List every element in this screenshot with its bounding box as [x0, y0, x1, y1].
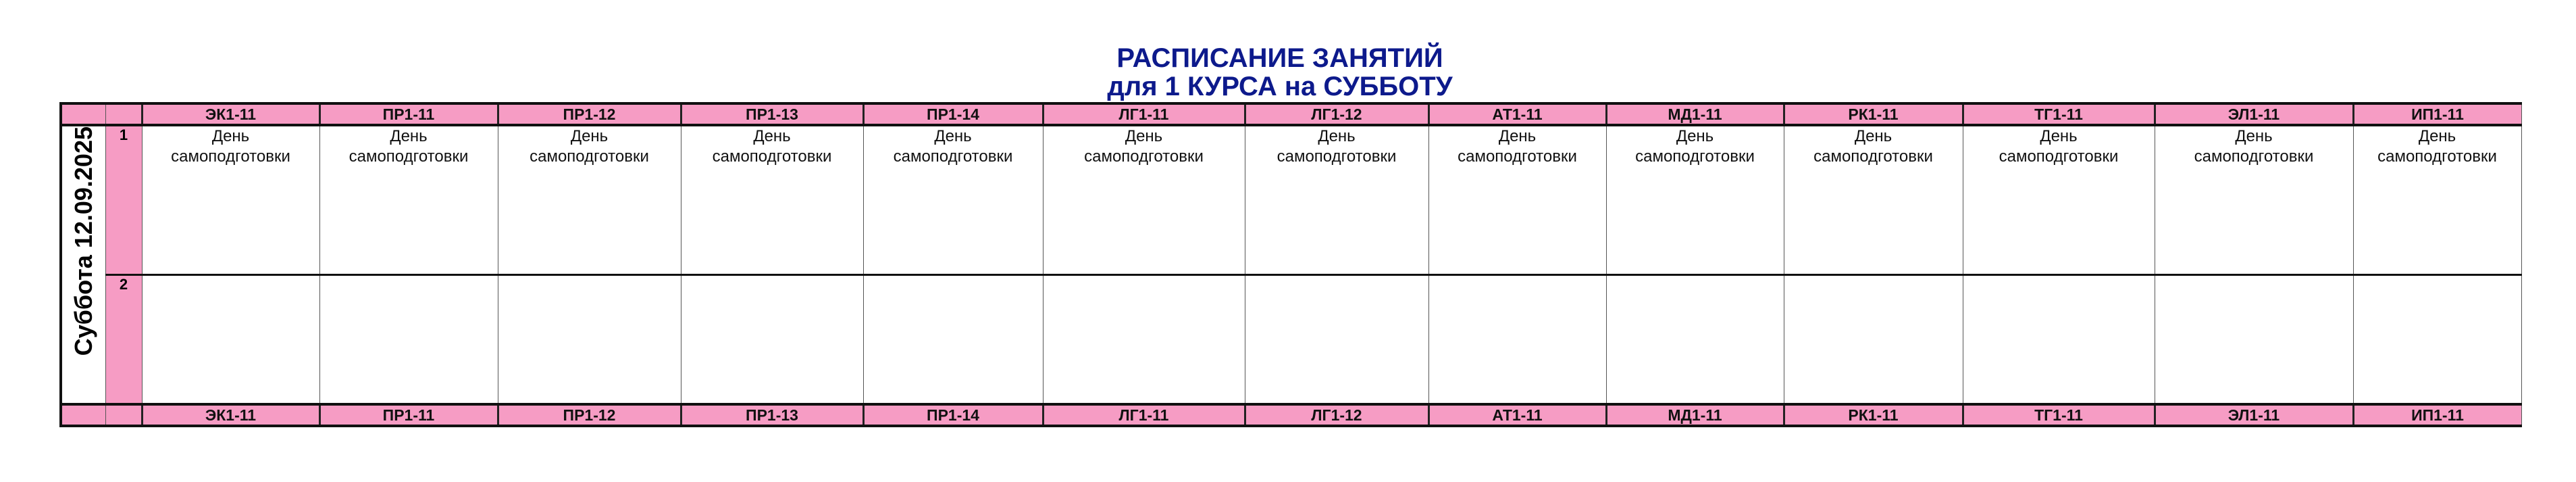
lesson-line: День: [1125, 127, 1163, 145]
lesson-line: самоподготовки: [171, 147, 290, 166]
lesson-line: День: [753, 127, 791, 145]
group-header: ПР1-13: [681, 103, 863, 125]
lesson-line: День: [1854, 127, 1892, 145]
lesson-cell: [1245, 275, 1428, 405]
period-row: [61, 125, 2521, 275]
lesson-cell: [863, 275, 1043, 405]
header-corner-period: [105, 103, 142, 125]
lesson-cell: [142, 275, 319, 405]
lesson-cell: [1963, 125, 2155, 275]
group-header: ПР1-11: [319, 103, 498, 125]
lesson-line: самоподготовки: [349, 147, 469, 166]
day-label: Суббота 12.09.2025: [69, 126, 97, 356]
schedule-table: [59, 102, 2522, 427]
header-row-bottom: [61, 404, 2521, 426]
lesson-line: День: [1498, 127, 1537, 145]
footer-corner-day: [61, 404, 105, 426]
group-header: ЛГ1-12: [1245, 103, 1428, 125]
lesson-cell: [2353, 275, 2521, 405]
group-footer: ПР1-12: [498, 404, 681, 426]
lesson-cell: [2353, 125, 2521, 275]
lesson-cell: [1043, 275, 1245, 405]
period-number: 1: [105, 125, 142, 275]
lesson-line: самоподготовки: [1813, 147, 1933, 166]
lesson-cell: [1428, 125, 1606, 275]
period-number: 2: [105, 275, 142, 405]
lesson-cell: [498, 275, 681, 405]
group-header: РК1-11: [1784, 103, 1963, 125]
lesson-line: самоподготовки: [893, 147, 1013, 166]
group-header: МД1-11: [1606, 103, 1784, 125]
group-footer: ЛГ1-11: [1043, 404, 1245, 426]
lesson-cell: [1606, 125, 1784, 275]
lesson-line: День: [1318, 127, 1356, 145]
schedule-title: РАСПИСАНИЕ ЗАНЯТИЙ: [1116, 43, 1443, 73]
lesson-cell: [1428, 275, 1606, 405]
lesson-cell: [2155, 275, 2353, 405]
lesson-cell: [498, 125, 681, 275]
lesson-cell: [319, 125, 498, 275]
lesson-cell: [1606, 275, 1784, 405]
lesson-cell: [1043, 125, 1245, 275]
day-label-cell: [61, 125, 105, 404]
lesson-cell: [681, 125, 863, 275]
schedule-subtitle: для 1 КУРСА на СУББОТУ: [1107, 72, 1453, 101]
footer-corner-period: [105, 404, 142, 426]
group-footer: ПР1-13: [681, 404, 863, 426]
group-footer: ИП1-11: [2353, 404, 2521, 426]
group-header: ИП1-11: [2353, 103, 2521, 125]
lesson-line: День: [2235, 127, 2273, 145]
lesson-cell: [2155, 125, 2353, 275]
period-row: [61, 275, 2521, 405]
group-footer: ПР1-11: [319, 404, 498, 426]
lesson-line: День: [390, 127, 428, 145]
lesson-cell: [142, 125, 319, 275]
group-footer: ПР1-14: [863, 404, 1043, 426]
group-footer: ЭК1-11: [142, 404, 319, 426]
lesson-line: День: [2040, 127, 2078, 145]
group-footer: АТ1-11: [1428, 404, 1606, 426]
lesson-line: самоподготовки: [1277, 147, 1397, 166]
lesson-line: самоподготовки: [1458, 147, 1577, 166]
lesson-line: самоподготовки: [712, 147, 832, 166]
lesson-line: самоподготовки: [2377, 147, 2497, 166]
lesson-line: День: [211, 127, 250, 145]
lesson-line: самоподготовки: [1999, 147, 2119, 166]
lesson-cell: [1784, 275, 1963, 405]
group-header: ПР1-12: [498, 103, 681, 125]
group-footer: ТГ1-11: [1963, 404, 2155, 426]
lesson-line: самоподготовки: [1084, 147, 1204, 166]
lesson-cell: [863, 125, 1043, 275]
group-footer: РК1-11: [1784, 404, 1963, 426]
group-footer: ЭЛ1-11: [2155, 404, 2353, 426]
lesson-cell: [681, 275, 863, 405]
group-header: АТ1-11: [1428, 103, 1606, 125]
group-header: ЛГ1-11: [1043, 103, 1245, 125]
lesson-line: самоподготовки: [530, 147, 649, 166]
lesson-line: самоподготовки: [2194, 147, 2314, 166]
lesson-cell: [1245, 125, 1428, 275]
lesson-line: самоподготовки: [1635, 147, 1755, 166]
group-header: ПР1-14: [863, 103, 1043, 125]
lesson-cell: [1963, 275, 2155, 405]
lesson-cell: [1784, 125, 1963, 275]
group-footer: ЛГ1-12: [1245, 404, 1428, 426]
group-header: ЭЛ1-11: [2155, 103, 2353, 125]
header-row-top: [61, 103, 2521, 125]
group-header: ЭК1-11: [142, 103, 319, 125]
group-header: ТГ1-11: [1963, 103, 2155, 125]
lesson-cell: [319, 275, 498, 405]
group-footer: МД1-11: [1606, 404, 1784, 426]
lesson-line: День: [934, 127, 972, 145]
lesson-line: День: [1676, 127, 1714, 145]
lesson-line: День: [570, 127, 609, 145]
header-corner-day: [61, 103, 105, 125]
lesson-line: День: [2418, 127, 2456, 145]
